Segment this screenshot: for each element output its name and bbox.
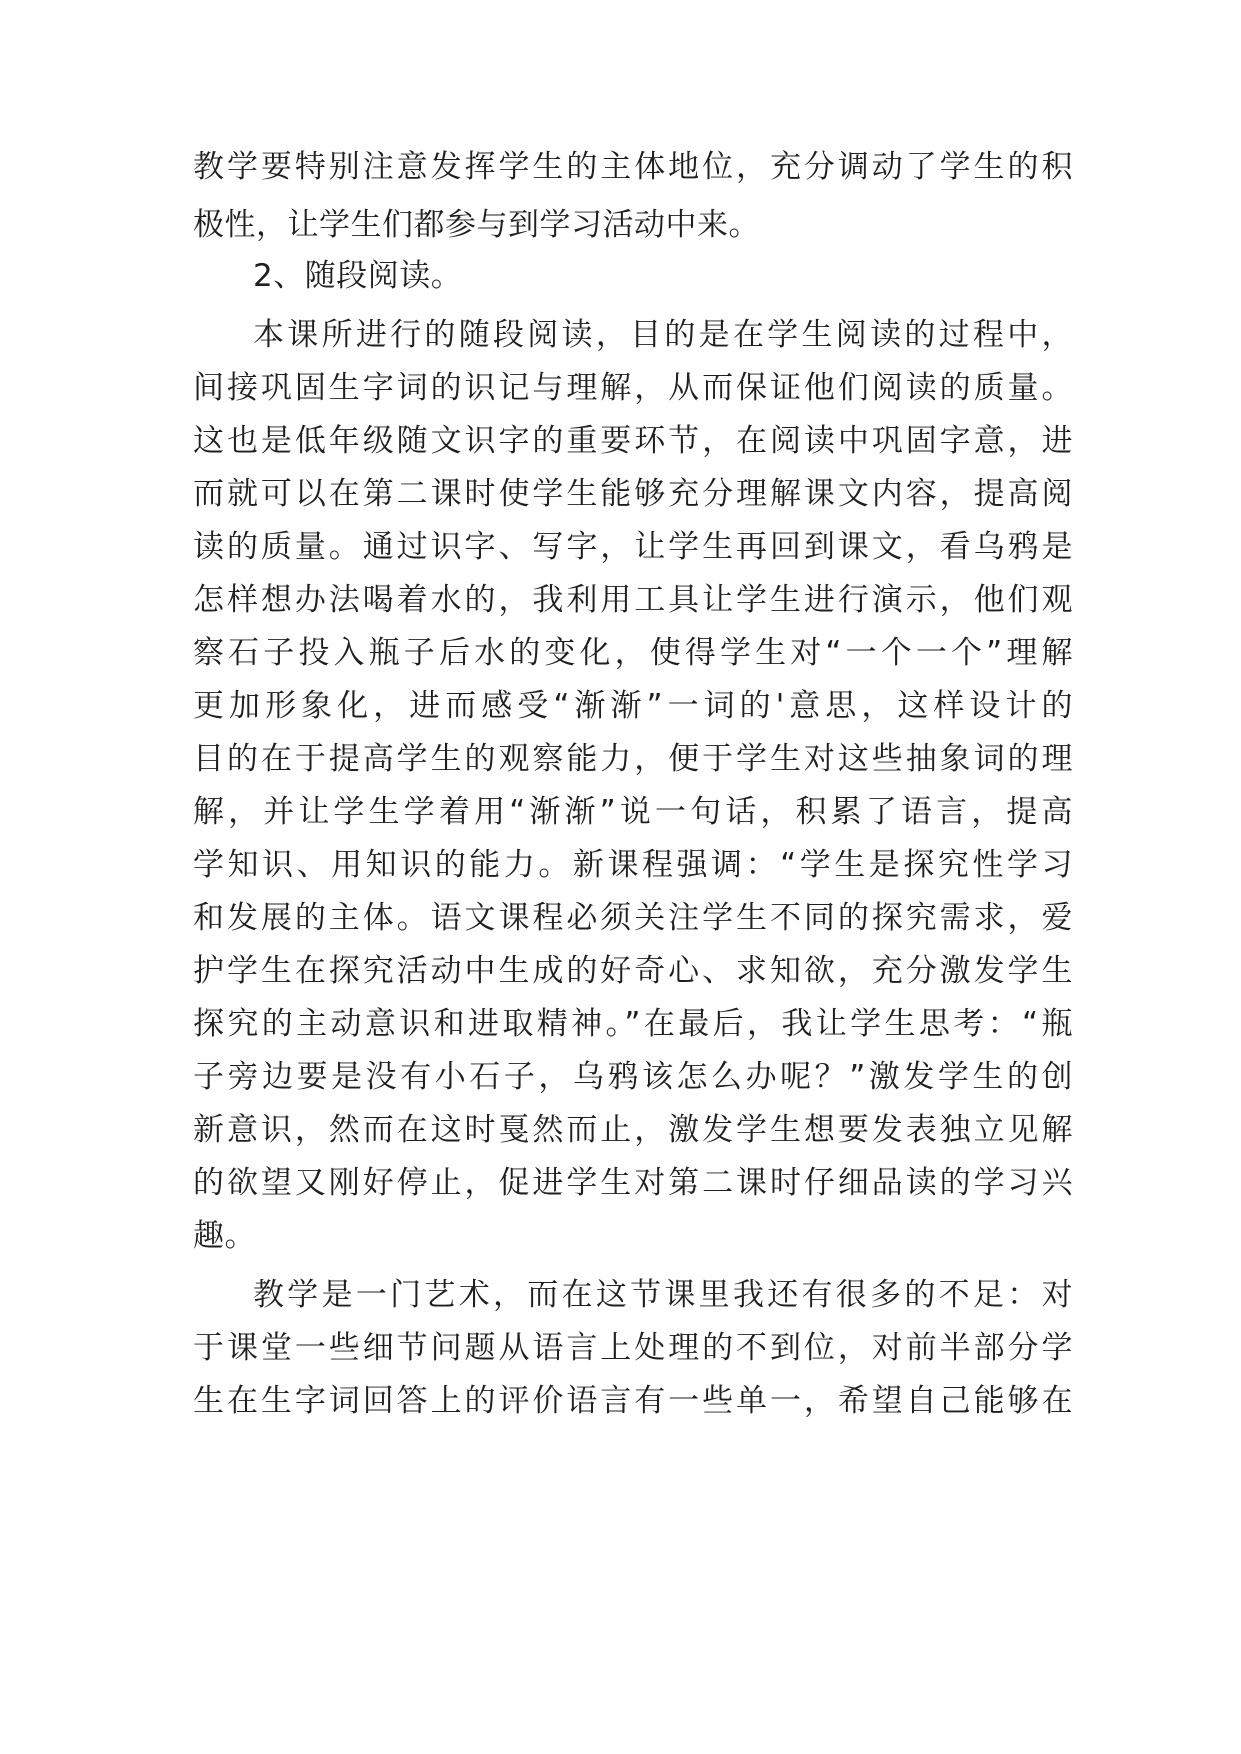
paragraph-line: 护学生在探究活动中生成的好奇心、求知欲，充分激发学生 xyxy=(193,953,1073,989)
paragraph-line: 更加形象化，进而感受“渐渐”一词的'意思，这样设计的 xyxy=(193,688,1073,724)
paragraph-line: 目的在于提高学生的观察能力，便于学生对这些抽象词的理 xyxy=(193,741,1073,777)
paragraph-line: 间接巩固生字词的识记与理解，从而保证他们阅读的质量。 xyxy=(193,370,1073,406)
paragraph-line: 教学要特别注意发挥学生的主体地位，充分调动了学生的积 xyxy=(193,149,1073,185)
paragraph-line: 探究的主动意识和进取精神。”在最后，我让学生思考：“瓶 xyxy=(193,1006,1073,1042)
paragraph-line: 极性，让学生们都参与到学习活动中来。 xyxy=(193,207,760,243)
paragraph-line: 于课堂一些细节问题从语言上处理的不到位，对前半部分学 xyxy=(193,1330,1073,1366)
paragraph-line: 这也是低年级随文识字的重要环节，在阅读中巩固字意，进 xyxy=(193,423,1073,459)
paragraph-line: 和发展的主体。语文课程必须关注学生不同的探究需求，爱 xyxy=(193,900,1073,936)
paragraph-line: 的欲望又刚好停止，促进学生对第二课时仔细品读的学习兴 xyxy=(193,1165,1073,1201)
paragraph-line: 察石子投入瓶子后水的变化，使得学生对“一个一个”理解 xyxy=(193,635,1073,671)
section-heading: 2、随段阅读。 xyxy=(253,258,463,294)
paragraph-line: 子旁边要是没有小石子，乌鸦该怎么办呢？”激发学生的创 xyxy=(193,1059,1073,1095)
paragraph-line: 教学是一门艺术，而在这节课里我还有很多的不足：对 xyxy=(253,1277,1073,1313)
paragraph-line: 生在生字词回答上的评价语言有一些单一，希望自己能够在 xyxy=(193,1383,1073,1419)
paragraph-line: 解，并让学生学着用“渐渐”说一句话，积累了语言，提高 xyxy=(193,794,1073,830)
paragraph-line: 怎样想办法喝着水的，我利用工具让学生进行演示，他们观 xyxy=(193,582,1073,618)
paragraph-line: 本课所进行的随段阅读，目的是在学生阅读的过程中， xyxy=(253,317,1073,353)
paragraph-line: 新意识，然而在这时戛然而止，激发学生想要发表独立见解 xyxy=(193,1112,1073,1148)
paragraph-line: 趣。 xyxy=(193,1218,256,1254)
paragraph-line: 读的质量。通过识字、写字，让学生再回到课文，看乌鸦是 xyxy=(193,529,1073,565)
paragraph-line: 学知识、用知识的能力。新课程强调：“学生是探究性学习 xyxy=(193,847,1073,883)
paragraph-line: 而就可以在第二课时使学生能够充分理解课文内容，提高阅 xyxy=(193,476,1073,512)
